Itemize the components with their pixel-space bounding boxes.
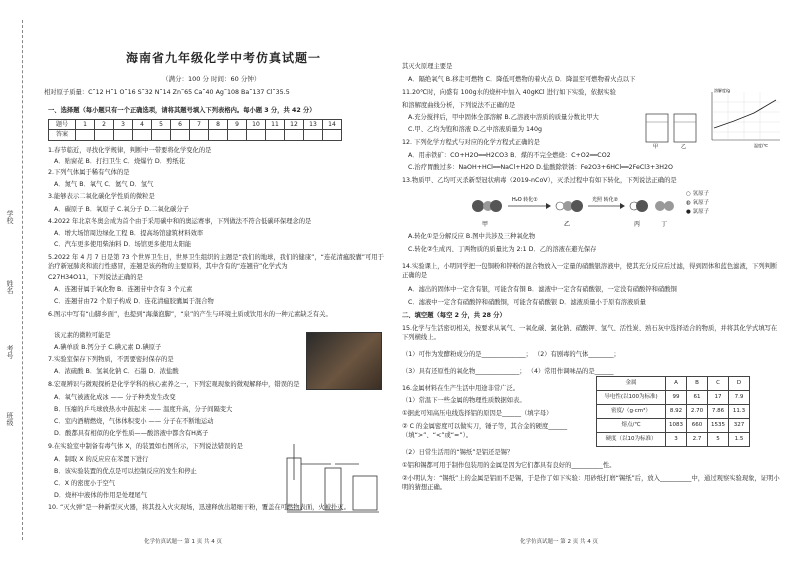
gas-apparatus-figure [279,440,387,520]
question-options: A．碳原子 B．氧原子 C.氧分子 D.二氧化碳分子 [54,206,189,213]
metal-table-row [597,405,750,419]
legend-label: 氧原子 [692,200,710,206]
answer-cell[interactable] [285,130,304,140]
question-line: ② C 的金属密度可以做实刀，锤子等，其合金的硬度______（填“>”、“<”或“=”）。 [402,423,568,440]
binding-label-name: 姓名 [6,280,14,294]
question-line: 该元素的微粒可能是 [54,332,111,339]
answer-table [48,119,342,141]
question-line: 15.化学与生活密切相关，按要求从氧气、一氧化碳、氯化钠、硝酸钾、氢气、活性炭、熟石灰中选择适合的物质，并将其化学式填写在下列横线上。 [402,325,778,342]
answer-cell[interactable] [266,130,285,140]
metal-header-cell: B [687,377,708,391]
metal-table-row [597,391,750,405]
answer-cell[interactable] [247,130,266,140]
question-line: 16.金属材料在生产生活中用途非常广泛。 [402,385,520,392]
metal-cell: 硬度（以10为标准） [597,433,666,447]
metal-cell: 1.5 [729,433,750,447]
question-options: C.转化②生成丙、丁两物质的质量比为 2:1 D．乙的溶液在避光保存 [408,246,597,253]
question-options: A．贴窗花 B．打扫卫生 C．烧爆竹 D．剪纸花 [54,158,185,165]
answer-table-header-row [49,120,342,130]
question-line: 和溶解度曲线分析，下列说法不正确的是 [402,102,516,109]
metal-cell: 7.9 [729,391,750,405]
reaction-arrow-2-label: 光照 转化② [592,197,619,203]
footer-right: 化学仿真试题一 第 2 页 共 4 页 [520,539,598,545]
question-options: C．连翘苷由72 个原子构成 D．连花清瘟胶囊属于混合物 [54,298,214,305]
question-options: A．氧气被液化成冰 —— 分子种类发生改变 [54,394,176,401]
chart-x-label: 温度/℃ [754,143,768,148]
answer-header-cell: 1 [76,120,95,130]
beaker-label-jia: 甲 [653,144,659,150]
question-line: 13.物质甲、乙均可灭杀新型冠状病毒（2019-nCoV），灭杀过程中有如下转化，下列说法正确的是 [402,177,677,184]
question-line: 14.实验课上，小明同学把一包铜粉和锌粉的混合物放入一定量的硝酸银溶液中，使其充分反应后过滤，得到固体和蓝色滤液，下列判断正确的是 [402,263,778,280]
question-line: 7.实验室保存下列物质，不需要密封保存的是 [48,356,174,363]
metal-cell: 1535 [708,419,729,433]
question-options: A．增大场馆周边绿化工程 B．提高场馆建筑材料效率 [54,230,204,237]
chart-y-label: 溶解度/g [714,88,730,93]
question-options: A．氮气 B．氧气 C．氦气 D．氢气 [54,181,154,188]
answer-cell[interactable] [209,130,228,140]
section-one-heading: 一、选择题（每小题只有一个正确选项，请将其题号填入下列表格内。每小题 3 分，共 42 分） [48,107,316,114]
binding-margin [0,0,40,561]
binding-label-number: 考号 [6,345,14,359]
answer-cell[interactable] [133,130,152,140]
question-options: A．制取 X 的反应应在苯置下进行 [54,456,149,463]
question-line: ①据此可知高压电线选择铝的原因是______（填字母） [402,410,553,417]
legend-entry-hydrogen: ○ 氢原子 [686,191,710,197]
answer-header-cell: 7 [190,120,209,130]
answer-cell[interactable] [304,130,323,140]
solubility-figure [644,88,784,150]
question-options: A．用赤铁矿：CO+H2O══H2CO3 B．煤的不完全燃烧：C+O2══CO2 [408,152,611,159]
answer-header-cell: 9 [228,120,247,130]
question-options: B．该实验装置的优点是可以控制反应的发生和停止 [54,468,197,475]
molecule-label: 丁 [661,221,668,228]
answer-cell[interactable] [76,130,95,140]
answer-header-cell: 12 [285,120,304,130]
answer-header-cell: 3 [114,120,133,130]
apparatus-bottle [325,468,341,510]
metal-cell: 导电性(以100为标准) [597,391,666,405]
arrow-head [620,203,625,209]
question-line: 4.2022 年北京冬奥会成为首个由于采用碳中和的奥运赛事，下列做法不符合低碳环保理念的是 [48,218,312,225]
question-options: D．酸都具有相似的化学性质——酸溶液中都含有H离子 [54,430,209,437]
answer-header-cell: 14 [323,120,342,130]
question-line: 11.20℃时，向盛有 100g水的烧杯中加入 40gKCl 进行如下实验，依据实验 [402,89,616,96]
legend-label: 氢原子 [692,191,710,197]
person-photo [306,332,382,390]
answer-table-answer-row [49,130,342,140]
metal-cell: 17 [708,391,729,405]
question-options: C．汽车更多使用柴油料 D．场馆更多使用太阳能 [54,241,192,248]
binding-label-school: 学校 [6,210,14,224]
footer-left: 化学仿真试题一 第 1 页 共 4 页 [144,539,222,545]
question-options: C.治疗胃酸过多：NaOH+HCl══NaCl+H2O D.盐酸除铁锈：Fe2O3+6HCl══2FeCl3+3H2O [408,164,673,171]
metal-cell: 99 [666,391,687,405]
metal-cell: 5 [708,433,729,447]
metal-cell: 327 [729,419,750,433]
question-line: （1）常温下一些金属的物理性质数据如表。 [402,397,526,404]
question-line: 其灭火原理主要是 [402,63,453,70]
metal-properties-table [596,376,750,447]
legend-entry-chlorine: ● 氯原子 [686,209,710,215]
answer-header-cell: 5 [152,120,171,130]
beaker-label-yi: 乙 [681,144,687,150]
molecule-oxygen [664,201,674,211]
answer-cell[interactable] [228,130,247,140]
arrow-head [546,203,551,209]
question-line: 5.2022 年 4 月 7 日是第 73 个世界卫生日，世界卫生组织的主题是“我们的地球，我们的健康”，“连花清瘟胶囊”可用于治疗新冠肺炎和流行性感冒，连翘是该药物的主要原料，其中含有的“连翘苷”化学式为 [48,254,384,271]
question-options: D．烧杯中液体的作用是处理尾气 [54,492,148,499]
answer-cell[interactable] [95,130,114,140]
metal-table-row [597,433,750,447]
question-line: （2）日常生活用的“锡纸”是铝还是锡？ [402,449,514,456]
answer-cell[interactable] [323,130,342,140]
legend-entry-oxygen: ◍ 氧原子 [686,200,710,206]
metal-header-cell: C [708,377,729,391]
answer-header-cell: 13 [304,120,323,130]
exam-meta: （满分：100 分 时间：60 分钟） [162,75,261,83]
question-options: C．滤液中一定含有硝酸锌和硝酸铜，可能含有硝酸银 D．滤液质量小于原有溶液质量 [408,299,646,306]
question-line: 2.下列气体属于稀有气体的是 [48,169,130,176]
metal-cell: 61 [687,391,708,405]
metal-header-cell: A [666,377,687,391]
metal-cell: 7.86 [708,405,729,419]
question-options: C．室内酒精燃烧，气体体积变小 —— 分子在不断地运动 [54,418,214,425]
metal-cell: 2.7 [687,433,708,447]
question-options: A.转化①是分解反应 B.图中共涉及三种氧化物 [408,233,536,240]
question-options: A．滤出的固体中一定含有银，可能含有铜 B．滤液中一定含有硝酸银，一定没有硝酸锌和硝酸铜 [408,286,677,293]
question-options: A.碘单质 B.钙分子 C.碘元素 D.碘原子 [54,344,162,351]
question-line: 6.图示中写有“山脚乡面”，也提到“海藻泡脚”，“泉”的产生与环境土质或饮用水的一种元素缺乏有关。 [48,311,332,318]
metal-cell: 1083 [666,419,687,433]
legend-label: 氯原子 [692,209,710,215]
solubility-curve [714,100,776,128]
question-line: 3.能够表示二氧化碳化学性质的微粒是 [48,193,155,200]
answer-cell[interactable] [114,130,133,140]
exam-title: 海南省九年级化学中考仿真试题一 [126,51,322,65]
answer-cell[interactable] [171,130,190,140]
reaction-arrow-1-label: H₂O 转化① [512,197,538,203]
answer-header-cell: 4 [133,120,152,130]
question-line: 12. 下列化学方程式与对应的化学方程式正确的是 [402,139,540,146]
question-line: C27H34O11，下列说法正确的是 [48,274,143,281]
apparatus-beaker [353,476,377,510]
question-options: B．压瘪的乒乓球放热水中鼓起来 —— 温度升高，分子间隔变大 [54,406,233,413]
question-line: 1.春节临近，寻找化学规律，判断中一带要将化学变化的是 [48,147,212,154]
beaker-jia [646,114,668,142]
section-two-heading: 二、填空题（每空 2 分，共 28 分） [402,312,506,319]
metal-cell: 660 [687,419,708,433]
molecule-diagram [460,186,700,230]
question-options: C.甲、乙均为饱和溶液 D.乙中溶液质量为 140g [408,126,543,133]
answer-header-cell: 6 [171,120,190,130]
metal-cell: 11.3 [729,405,750,419]
question-options: A.充分搅拌后，甲中固体全部溶解 B.乙溶液中溶质的质量分数比甲大 [408,114,599,121]
molecule-chlorine [636,200,648,212]
atomic-masses: 相对原子质量：C˜12 H˜1 O˜16 S˜32 N˜14 Zn˜65 Ca˜40 Ag˜108 Ba˜137 Cl˜35.5 [44,89,290,96]
metal-header-cell: D [729,377,750,391]
metal-cell: 密度/（g·cm³） [597,405,666,419]
molecule-chlorine [472,200,484,212]
molecule-label: 丙 [634,221,641,228]
answer-row-label: 答案 [49,130,76,140]
molecule-chlorine [571,200,583,212]
answer-header-cell: 10 [247,120,266,130]
molecule-hydrogen [556,202,564,210]
molecule-chlorine [490,200,502,212]
answer-header-cell: 题号 [49,120,76,130]
binding-dash-line [22,20,23,540]
molecule-label: 乙 [564,221,571,228]
question-line: （3）具有还原性的氧化物______________； （4）常用作调味品的是______ [402,368,614,375]
answer-header-cell: 8 [209,120,228,130]
answer-header-cell: 2 [95,120,114,130]
question-options: A．连翘苷属于氧化物 B．连翘苷中含有 3 个元素 [54,286,193,293]
question-line: ②小明认为：“锡纸”上的金属是铝而不是锡，于是作了如下实验：用砂纸打磨“锡纸”后，放入__________中，通过观察实验现象，证明小明的猜想正确。 [402,475,780,492]
answer-header-cell: 11 [266,120,285,130]
question-line: 9.在实验室中制备有毒气体 X，的装置如右图所示，下列说法错误的是 [48,443,243,450]
metal-cell: 3 [666,433,687,447]
metal-table-row [597,419,750,433]
metal-cell: 2.70 [687,405,708,419]
question-line: ①铝和锡都可用于制作包装用的金属是因为它们都具有良好的__________性。 [402,462,616,469]
question-line: 10. “灭火弹”是一种新型灭火器，将其投入火灾现场，迅速释放出超细干粉，覆盖在可燃物表面，火被扑灭。 [48,504,350,511]
metal-header-cell: 金属 [597,377,666,391]
question-line: 8.宏观辨识与微观探析是化学学科的核心素养之一，下列宏观现象的微观解释中，错误的是 [48,381,300,388]
molecule-legend [686,190,709,217]
answer-cell[interactable] [190,130,209,140]
binding-label-class: 班级 [6,412,14,426]
molecule-oxygen [655,201,665,211]
molecule-label: 甲 [482,221,489,228]
metal-cell: 8.92 [666,405,687,419]
question-line: （1）可作为发酵粉成分的是______________； （2）有剧毒的气体________； [402,351,620,358]
question-options: A．浓硫酸 B．氢氧化钠 C．石墨 D．浓盐酸 [54,368,179,375]
question-options: C．X 的密度小于空气 [54,480,116,487]
metal-table-header-row [597,377,750,391]
answer-cell[interactable] [152,130,171,140]
metal-cell: 熔点/℃ [597,419,666,433]
beaker-yi [674,114,696,142]
question-options: A．隔绝氧气 B.移走可燃物 C．降低可燃物的着火点 D．降温至可燃物着火点以下 [408,76,636,83]
